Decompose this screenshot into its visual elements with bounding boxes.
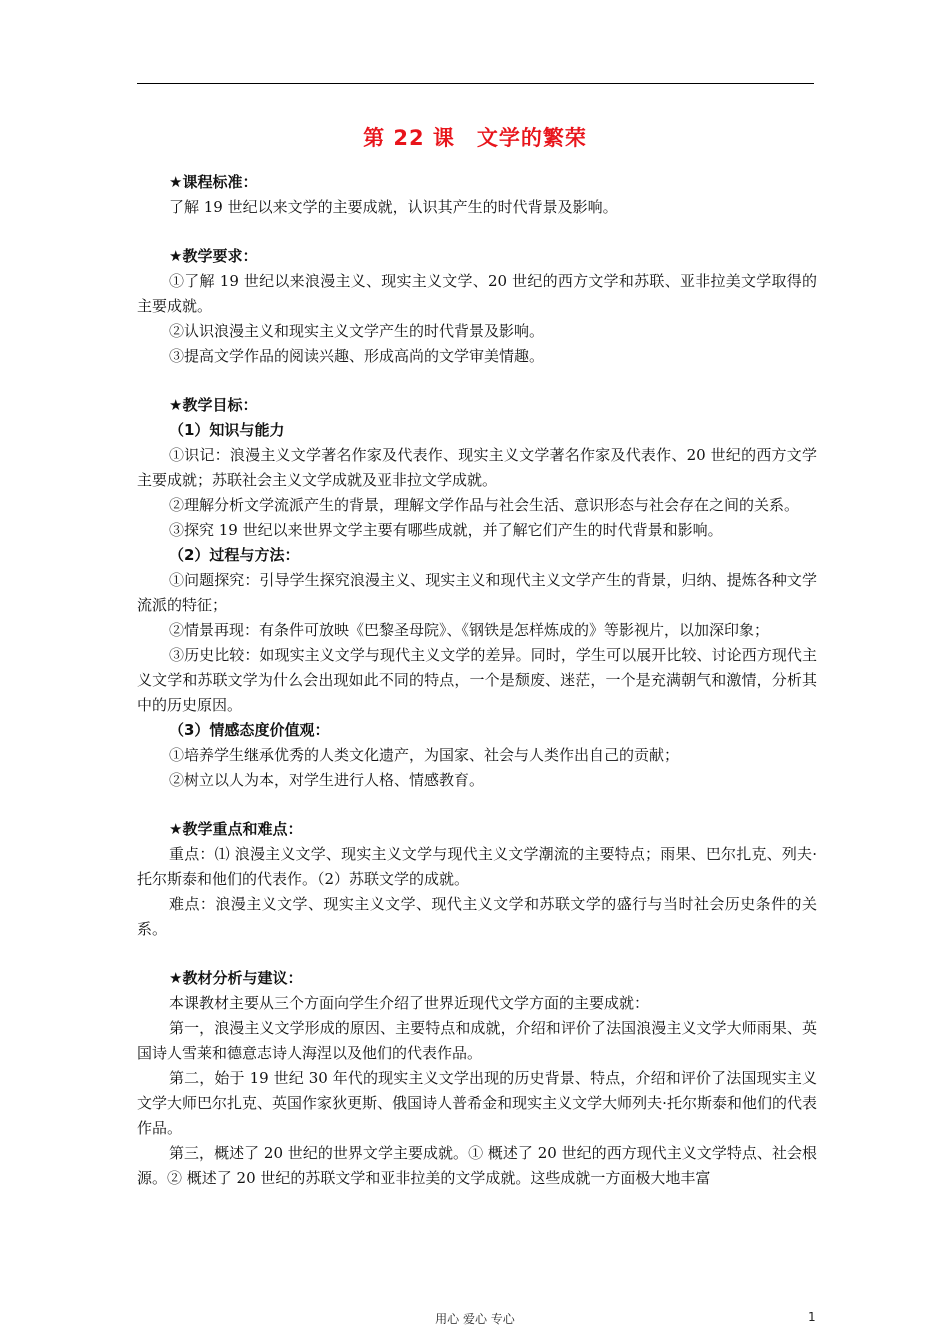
paragraph: 第二，始于 19 世纪 30 年代的现实主义文学出现的历史背景、特点，介绍和评价了法国现实主义文学大师巴尔扎克、英国作家狄更斯、俄国诗人普希金和现实主义文学大师列夫·托尔斯泰和他们的代表作品。 — [137, 1069, 817, 1137]
paragraph: 重点：⑴ 浪漫主义文学、现实主义文学与现代主义文学潮流的主要特点；雨果、巴尔扎克、列夫·托尔斯泰和他们的代表作。（2）苏联文学的成就。 — [137, 845, 817, 888]
paragraph: ③历史比较：如现实主义文学与现代主义文学的差异。同时，学生可以展开比较、讨论西方现代主义文学和苏联文学为什么会出现如此不同的特点，一个是颓废、迷茫，一个是充满朝气和激情，分析其中的历史原因。 — [137, 646, 817, 714]
paragraph: ③探究 19 世纪以来世界文学主要有哪些成就，并了解它们产生的时代背景和影响。 — [169, 521, 723, 539]
paragraph: 难点：浪漫主义文学、现实主义文学、现代主义文学和苏联文学的盛行与当时社会历史条件的关系。 — [137, 895, 817, 938]
paragraph: ②树立以人为本，对学生进行人格、情感教育。 — [169, 771, 485, 789]
footer-motto: 用心 爱心 专心 — [435, 1312, 515, 1326]
paragraph: ③提高文学作品的阅读兴趣、形成高尚的文学审美情趣。 — [169, 347, 545, 365]
section-heading: ★教材分析与建议： — [169, 969, 303, 987]
header-rule — [137, 83, 814, 84]
paragraph: ①培养学生继承优秀的人类文化遗产，为国家、社会与人类作出自己的贡献； — [169, 746, 680, 764]
section-heading: ★课程标准： — [169, 173, 258, 191]
section-heading: ★教学要求： — [169, 247, 258, 265]
section-course-standard — [137, 170, 817, 220]
document-body — [137, 170, 817, 1215]
paragraph: 第一，浪漫主义文学形成的原因、主要特点和成就，介绍和评价了法国浪漫主义文学大师雨果、英国诗人雪莱和德意志诗人海涅以及他们的代表作品。 — [137, 1019, 817, 1062]
section-teaching-requirements — [137, 244, 817, 369]
lesson-title: 第 22 课 文学的繁荣 — [363, 126, 587, 150]
section-textbook-analysis — [137, 966, 817, 1191]
paragraph: 第三，概述了 20 世纪的世界文学主要成就。① 概述了 20 世纪的西方现代主义文学特点、社会根源。② 概述了 20 世纪的苏联文学和亚非拉美的文学成就。这些成就一方面极大地丰富 — [137, 1144, 817, 1187]
section-key-points — [137, 817, 817, 942]
subsection-heading: （3）情感态度价值观： — [169, 721, 330, 739]
section-heading: ★教学目标： — [169, 396, 258, 414]
paragraph: ②理解分析文学流派产生的背景，理解文学作品与社会生活、意识形态与社会存在之间的关系。 — [169, 496, 800, 514]
section-teaching-goals — [137, 393, 817, 793]
section-heading: ★教学重点和难点： — [169, 820, 303, 838]
subsection-heading: （1）知识与能力 — [169, 421, 285, 439]
paragraph: ①问题探究：引导学生探究浪漫主义、现实主义和现代主义文学产生的背景，归纳、提炼各种文学流派的特征； — [137, 571, 817, 614]
paragraph: ①识记：浪漫主义文学著名作家及代表作、现实主义文学著名作家及代表作、20 世纪的西方文学主要成就；苏联社会主义文学成就及亚非拉文学成就。 — [137, 446, 817, 489]
paragraph: 本课教材主要从三个方面向学生介绍了世界近现代文学方面的主要成就： — [169, 994, 650, 1012]
paragraph: ②情景再现：有条件可放映《巴黎圣母院》、《钢铁是怎样炼成的》等影视片，以加深印象； — [169, 621, 770, 639]
subsection-heading: （2）过程与方法： — [169, 546, 300, 564]
page-number: 1 — [808, 1310, 816, 1324]
paragraph: ①了解 19 世纪以来浪漫主义、现实主义文学、20 世纪的西方文学和苏联、亚非拉美文学取得的主要成就。 — [137, 272, 817, 315]
paragraph: 了解 19 世纪以来文学的主要成就，认识其产生的时代背景及影响。 — [169, 198, 618, 216]
paragraph: ②认识浪漫主义和现实主义文学产生的时代背景及影响。 — [169, 322, 545, 340]
